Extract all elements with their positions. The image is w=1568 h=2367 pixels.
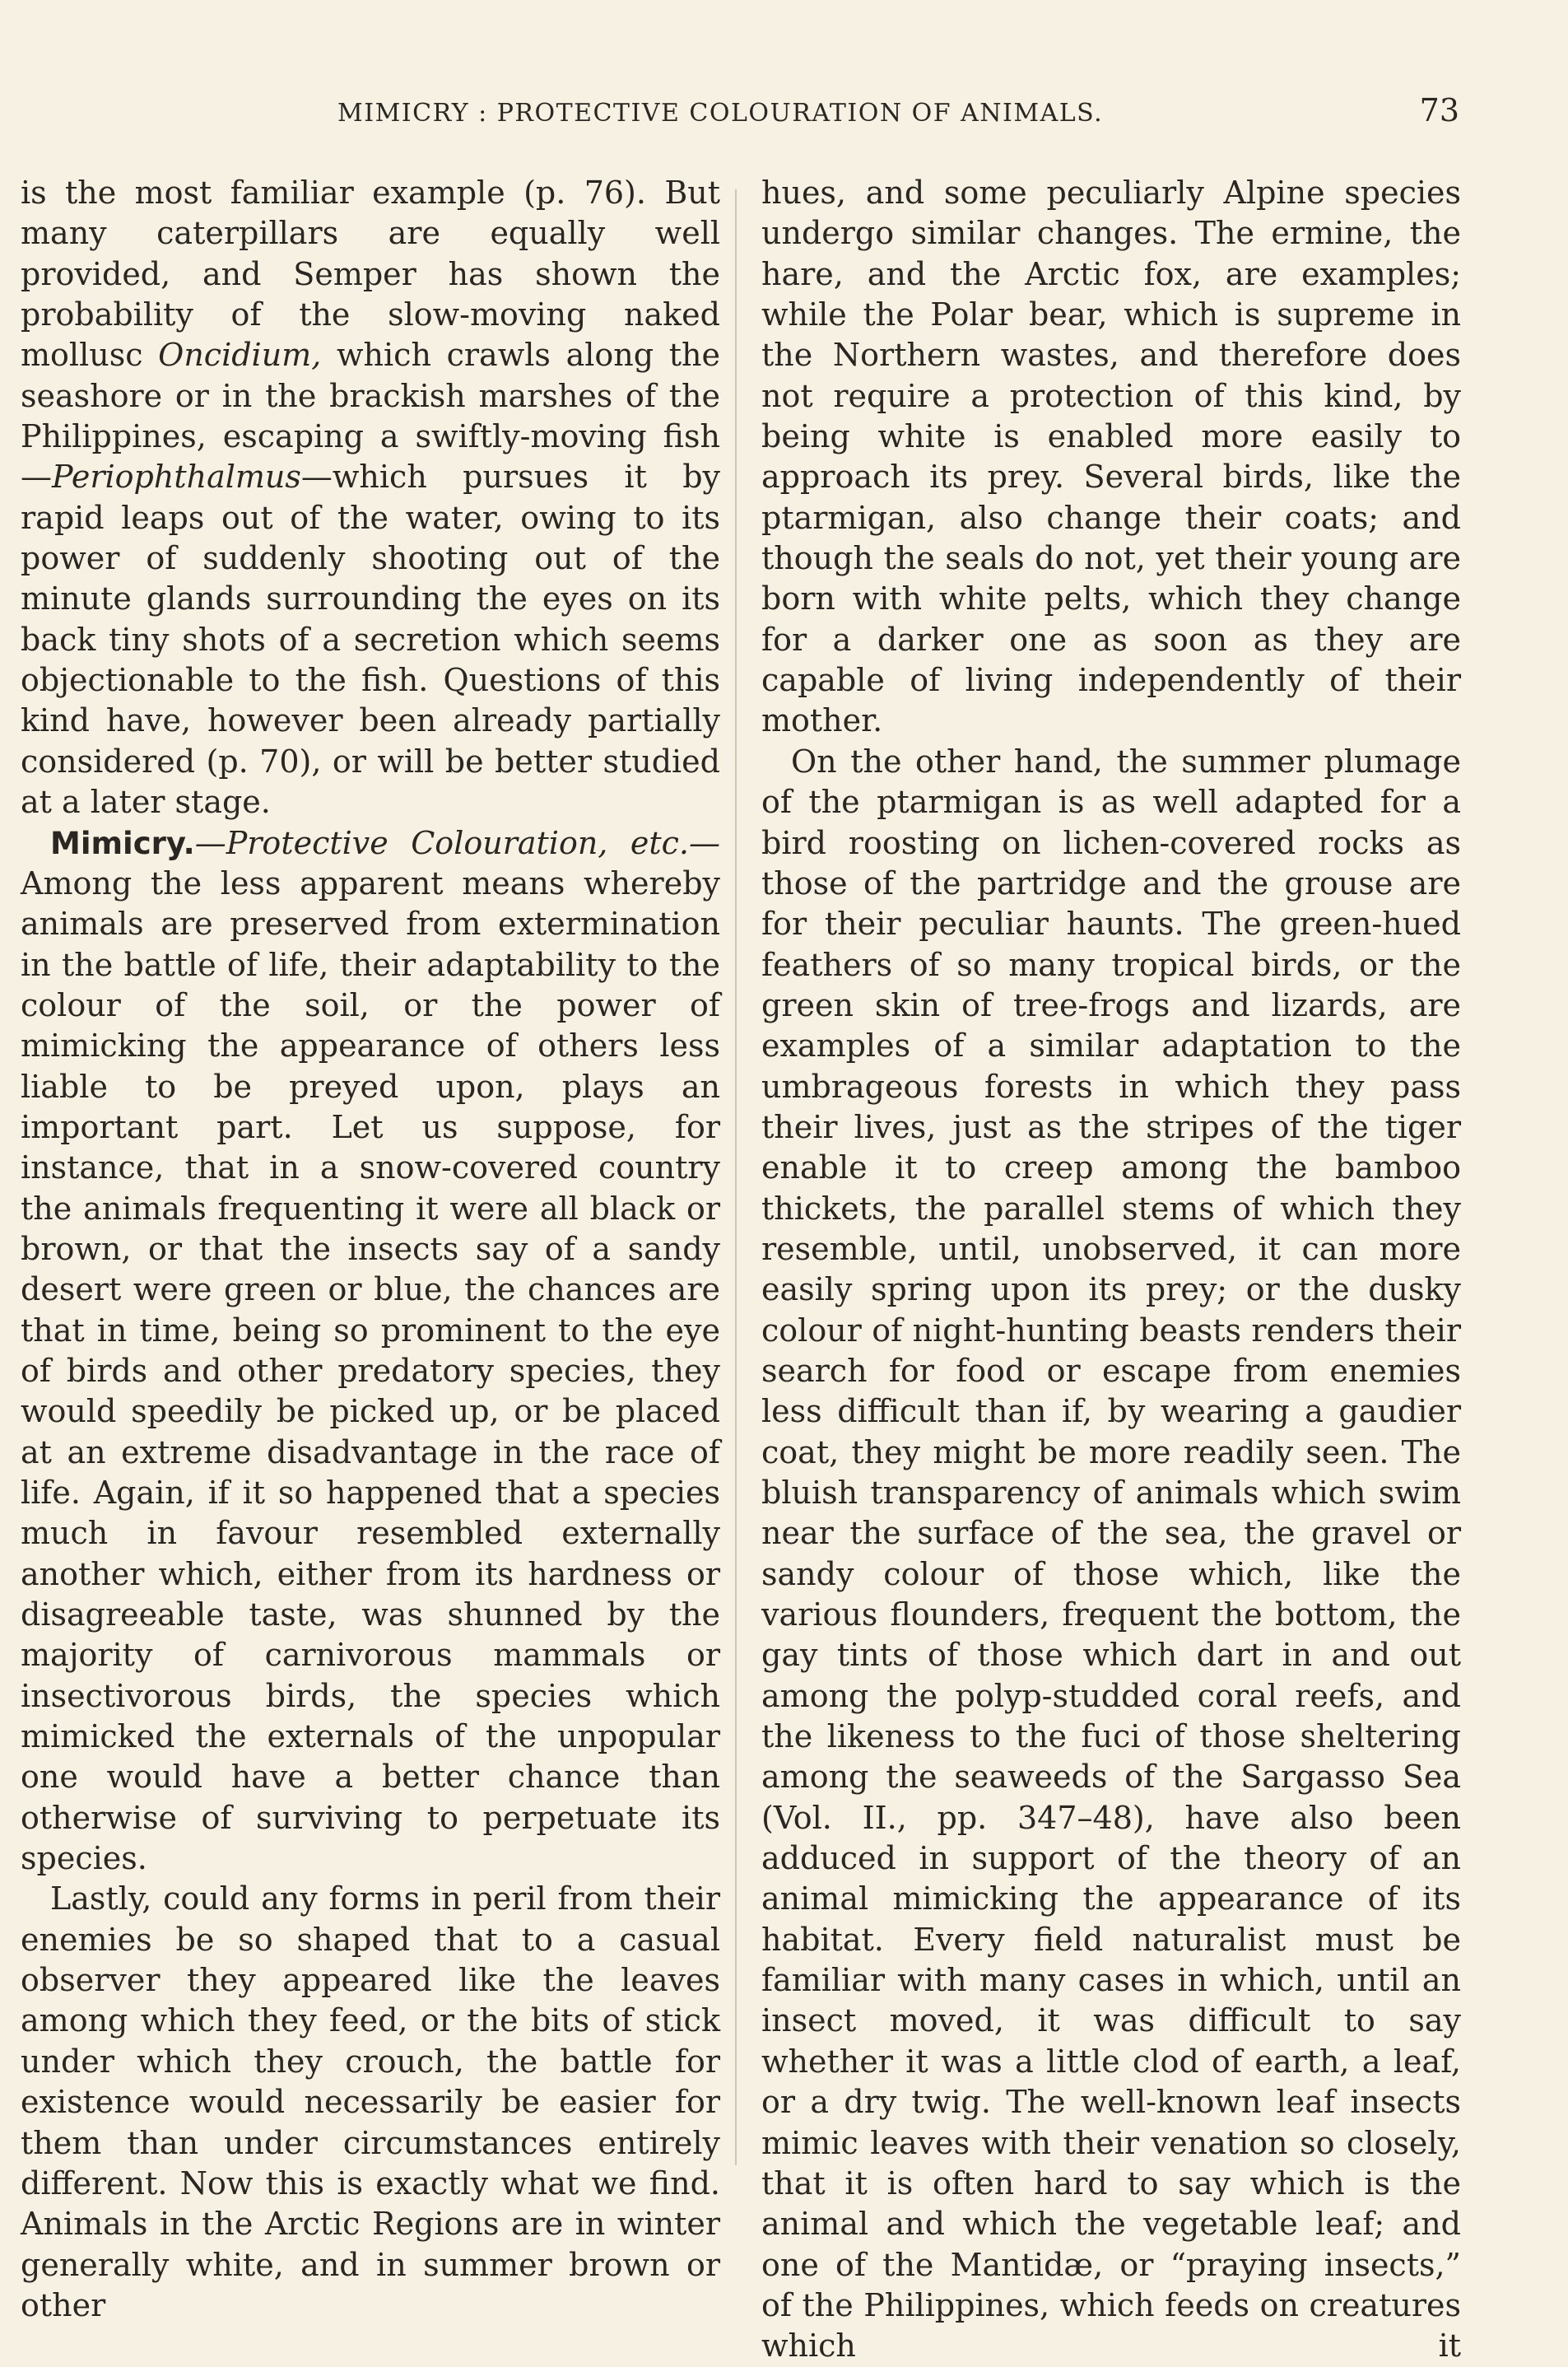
text-run: is the most familiar example (p. 76). But many caterpillars are equally well provided, and Semper has shown the probability of the slow-moving naked mollusc [21, 175, 720, 374]
italic-term: Periophthalmus [52, 459, 301, 496]
text-run: —which pursues it by rapid leaps out of the water, owing to its power of suddenly shooting out of the minute glands surrounding the eyes on its back tiny shots of a secretion which seems objectionable to the fish. Questions of this kind have, however been already partially considered (p. 70), or will be better studied at a later stage. [21, 459, 720, 821]
running-header [0, 92, 1568, 148]
paragraph [21, 823, 720, 1880]
column-divider [735, 189, 737, 2165]
running-title: MIMICRY : PROTECTIVE COLOURATION OF ANIMALS. [337, 99, 1104, 128]
left-column [21, 173, 720, 2326]
section-subheading: —Protective Colouration, etc.— [194, 824, 720, 861]
section-heading: Mimicry. [50, 825, 195, 861]
paragraph: hues, and some peculiarly Alpine species undergo similar changes. The ermine, the hare, and the Arctic fox, are examples; while the Polar bear, which is supreme in the Northern wastes, and therefore does not require a protection of this kind, by being white is enabled more easily to approach its prey. Several birds, like the ptarmigan, also change their coats; and though the seals do not, yet their young are born with white pelts, which they change for a darker one as soon as they are capable of living independently of their mother. [761, 175, 1461, 739]
paragraph: Lastly, could any forms in peril from their enemies be so shaped that to a casual observer they appeared like the leaves among which they feed, or the bits of stick under which they crouch, the battle for existence would necessarily be easier for them than under circumstances entirely different. Now this is exactly what we find. Animals in the Arctic Regions are in winter generally white, and in summer brown or other [21, 1880, 720, 2323]
page-number: 73 [1419, 92, 1459, 128]
text-run: which crawls along the seashore or in the brackish marshes of the Philippines, escaping a swiftly-moving fish— [21, 337, 720, 496]
paragraph: On the other hand, the summer plumage of the ptarmigan is as well adapted for a bird roosting on lichen-covered rocks as those of the partridge and the grouse are for their peculiar haunts. The green-hued feathers of so many tropical birds, or the green skin of tree-frogs and lizards, are examples of a similar adaptation to the umbrageous forests in which they pass their lives, just as the stripes of the tiger enable it to creep among the bamboo thickets, the parallel stems of which they resemble, until, unobserved, it can more easily spring upon its prey; or the dusky colour of night-hunting beasts renders their search for food or escape from enemies less difficult than if, by wearing a gaudier coat, they might be more readily seen. The bluish transparency of animals which swim near the surface of the sea, the gravel or sandy colour of those which, like the various flounders, frequent the bottom, the gay tints of those which dart in and out among the polyp-studded coral reefs, and the likeness to the fuci of those sheltering among the seaweeds of the Sargasso Sea (Vol. II., pp. 347–48), have also been adduced in support of the theory of an animal mimicking the appearance of its habitat. Every field naturalist must be familiar with many cases in which, until an insect moved, it was difficult to say whether it was a little clod of earth, a leaf, or a dry twig. The well-known leaf insects mimic leaves with their venation so closely, that it is often hard to say which is the animal and which the vegetable leaf; and one of the Mantidæ, or “praying insects,” of the Philippines, which feeds on creatures which it [761, 743, 1461, 2365]
right-column [761, 173, 1461, 2367]
italic-term: Oncidium, [158, 337, 322, 374]
text-run: Among the less apparent means whereby animals are preserved from extermination in the battle of life, their adaptability to the colour of the soil, or the power of mimicking the appearance of others less liable to be preyed upon, plays an important part. Let us suppose, for instance, that in a snow-covered country the animals frequenting it were all black or brown, or that the insects say of a sandy desert were green or blue, the chances are that in time, being so prominent to the eye of birds and other predatory species, they would speedily be picked up, or be placed at an extreme disadvantage in the race of life. Again, if it so happened that a species much in favour resembled externally another which, either from its hardness or disagreeable taste, was shunned by the majority of carnivorous mammals or insectivorous birds, the species which mimicked the externals of the unpopular one would have a better chance than otherwise of surviving to perpetuate its species. [21, 864, 720, 1877]
paragraph [21, 173, 720, 823]
